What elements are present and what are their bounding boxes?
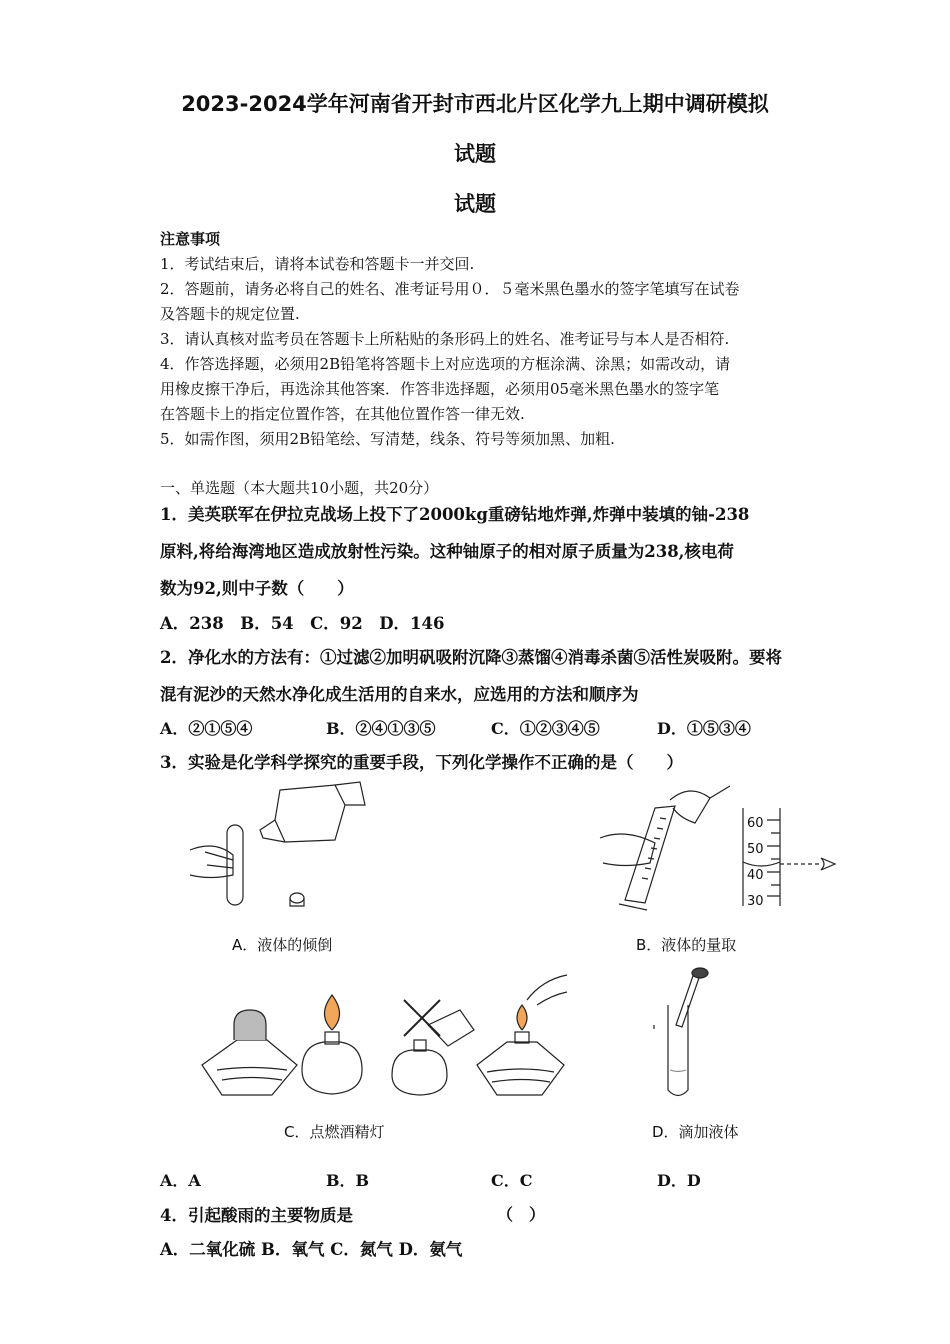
q3-option-b: B．B — [326, 1171, 370, 1190]
figure-a-caption: A．液体的倾倒 — [232, 936, 333, 954]
figure-b-caption: B．液体的量取 — [636, 936, 737, 954]
q1-options: A．238 B．54 C．92 D．146 — [160, 614, 445, 633]
notice-line: 4．作答选择题，必须用2B铅笔将答题卡上对应选项的方框涂满、涂黑；如需改动，请 — [160, 355, 731, 373]
q4-options: A．二氧化硫 B．氧气 C．氮气 D．氨气 — [160, 1240, 463, 1259]
figure-d-caption: D．滴加液体 — [652, 1123, 739, 1141]
q2-line: 2．净化水的方法有：①过滤②加明矾吸附沉降③蒸馏④消毒杀菌⑤活性炭吸附。要将 — [160, 648, 782, 667]
scale-labels — [747, 811, 764, 915]
q1-line: 1．美英联军在伊拉克战场上投下了2000kg重磅钻地炸弹,炸弹中装填的铀-238 — [160, 505, 750, 524]
q2-option-c: C．①②③④⑤ — [491, 719, 600, 738]
notice-line: 5．如需作图，须用2B铅笔绘、写清楚，线条、符号等须加黑、加粗. — [160, 430, 615, 448]
figure-c-alcohol-lamps — [192, 970, 572, 1110]
q3-option-a: A．A — [160, 1171, 201, 1190]
scale-label-60: 60 — [747, 816, 764, 831]
figure-b-measuring — [595, 778, 845, 918]
q2-line: 混有泥沙的天然水净化成生活用的自来水，应选用的方法和顺序为 — [160, 685, 639, 704]
notice-line: 3．请认真核对监考员在答题卡上所粘贴的条形码上的姓名、准考证号与本人是否相符. — [160, 330, 730, 348]
paper-title-line3: 试题 — [454, 192, 496, 216]
notice-line: 及答题卡的规定位置. — [160, 305, 300, 323]
q3-stem: 3．实验是化学科学探究的重要手段，下列化学操作不正确的是（ ） — [160, 753, 683, 772]
figure-a-pouring — [185, 780, 375, 920]
notice-line: 在答题卡上的指定位置作答，在其他位置作答一律无效. — [160, 405, 525, 423]
q1-line: 数为92,则中子数（ ） — [160, 579, 354, 598]
figure-d-dropper — [640, 965, 740, 1105]
paper-title-line2: 试题 — [454, 142, 496, 166]
q2-option-b: B．②④①③⑤ — [326, 719, 436, 738]
q2-option-d: D．①⑤③④ — [657, 719, 751, 738]
q2-option-a: A．②①⑤④ — [160, 719, 253, 738]
scale-label-40: 40 — [747, 868, 764, 883]
paper-title-line1: 2023-2024学年河南省开封市西北片区化学九上期中调研模拟 — [181, 92, 769, 116]
scale-label-30: 30 — [747, 894, 764, 909]
scale-label-50: 50 — [747, 842, 764, 857]
q1-line: 原料,将给海湾地区造成放射性污染。这种铀原子的相对原子质量为238,核电荷 — [160, 542, 734, 561]
notice-line: 1．考试结束后，请将本试卷和答题卡一并交回. — [160, 255, 475, 273]
notice-heading: 注意事项 — [160, 230, 221, 248]
section-heading: 一、单选题（本大题共10小题，共20分） — [160, 479, 439, 497]
q4-paren: （ ） — [497, 1205, 546, 1224]
figure-c-caption: C．点燃酒精灯 — [284, 1123, 385, 1141]
q4-stem: 4．引起酸雨的主要物质是 — [160, 1206, 353, 1225]
notice-line: 2．答题前，请务必将自己的姓名、准考证号用０．５毫米黑色墨水的签字笔填写在试卷 — [160, 280, 740, 298]
q3-option-d: D．D — [657, 1171, 701, 1190]
notice-line: 用橡皮擦干净后，再选涂其他答案．作答非选择题，必须用05毫米黑色墨水的签字笔 — [160, 380, 720, 398]
q3-option-c: C．C — [491, 1171, 533, 1190]
